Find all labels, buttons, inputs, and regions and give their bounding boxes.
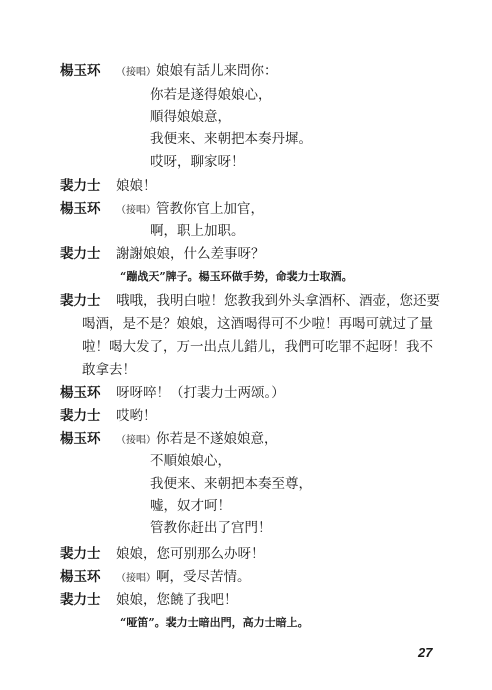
- line-text: 啊，受尽苦情。: [156, 569, 251, 585]
- script-line: [150, 222, 245, 240]
- stage-tag: （接唱）: [116, 573, 156, 584]
- speaker-name: 楊玉环: [60, 201, 101, 217]
- speaker-name: 楊玉环: [60, 63, 101, 79]
- script-line: [150, 475, 312, 493]
- line-text: 你若是遂得娘娘心，: [150, 87, 272, 103]
- script-line: [150, 130, 312, 148]
- script-line: [82, 338, 433, 356]
- script-line: [60, 200, 264, 220]
- line-text: 啦！喝大发了，万一出点儿錯儿，我們可吃罪不起呀！我不: [82, 339, 433, 355]
- page-number: 27: [418, 645, 433, 660]
- speaker-name: 裴力士: [60, 592, 101, 608]
- stage-tag: （接唱）: [116, 205, 156, 216]
- speaker-name: 裴力士: [60, 408, 101, 424]
- line-text: 你若是不遂娘娘意，: [156, 431, 278, 447]
- script-line: [150, 519, 272, 537]
- script-line: [60, 177, 157, 195]
- speaker-name: 裴力士: [60, 246, 101, 262]
- stage-text: “哑笛”。裴力士暗出門，高力士暗上。: [120, 616, 309, 629]
- speaker-name: 裴力士: [60, 546, 101, 562]
- line-text: 娘娘，您可别那么办呀！: [116, 546, 265, 562]
- line-text: 呀呀啐！（打裴力士两颂。）: [116, 385, 285, 401]
- speaker-name: 楊玉环: [60, 385, 101, 401]
- stage-direction: [120, 268, 353, 286]
- script-line: [60, 384, 285, 402]
- speaker-name: 楊玉环: [60, 431, 101, 447]
- speaker-name: 裴力士: [60, 293, 101, 309]
- line-text: 娘娘有話儿来問你：: [156, 63, 278, 79]
- line-text: 不順娘娘心，: [150, 453, 231, 469]
- speaker-name: 裴力士: [60, 178, 101, 194]
- script-line: [150, 153, 245, 171]
- line-text: 喝酒，是不是？娘娘，这酒喝得可不少啦！再喝可就过了量: [82, 316, 433, 332]
- script-line: [82, 361, 136, 379]
- speaker-name: 楊玉环: [60, 569, 101, 585]
- line-text: 管教你官上加官，: [156, 201, 264, 217]
- script-line: [60, 545, 265, 563]
- line-text: 我便来、来朝把本奏丹墀。: [150, 131, 312, 147]
- script-line: [60, 245, 265, 263]
- line-text: 管教你赶出了宫門！: [150, 520, 272, 536]
- script-line: [60, 591, 238, 609]
- stage-text: “蹦战天”牌子。楊玉环做手势，命裴力士取酒。: [120, 270, 353, 283]
- line-text: 我便来、来朝把本奏至尊，: [150, 476, 312, 492]
- line-text: 哎呀，聊家呀！: [150, 154, 245, 170]
- stage-tag: （接唱）: [116, 67, 156, 78]
- script-line: [150, 86, 272, 104]
- line-text: 哎哟！: [116, 408, 157, 424]
- line-text: 敢拿去！: [82, 362, 136, 378]
- script-line: [60, 407, 157, 425]
- script-line: [60, 430, 278, 450]
- line-text: 謝謝娘娘，什么差事呀？: [116, 246, 265, 262]
- line-text: 啊，职上加职。: [150, 223, 245, 239]
- script-line: [60, 568, 251, 588]
- line-text: 娘娘！: [116, 178, 157, 194]
- script-line: [150, 497, 231, 515]
- script-line: [150, 108, 231, 126]
- stage-tag: （接唱）: [116, 435, 156, 446]
- script-line: [150, 452, 231, 470]
- stage-direction: [120, 614, 309, 632]
- line-text: 嘘，奴才呵！: [150, 498, 231, 514]
- script-line: [82, 315, 433, 333]
- line-text: 哦哦，我明白啦！您教我到外头拿酒杯、酒壶，您还要: [116, 293, 440, 309]
- script-line: [60, 292, 440, 310]
- line-text: 娘娘，您饒了我吧！: [116, 592, 238, 608]
- line-text: 順得娘娘意，: [150, 109, 231, 125]
- script-line: [60, 62, 278, 82]
